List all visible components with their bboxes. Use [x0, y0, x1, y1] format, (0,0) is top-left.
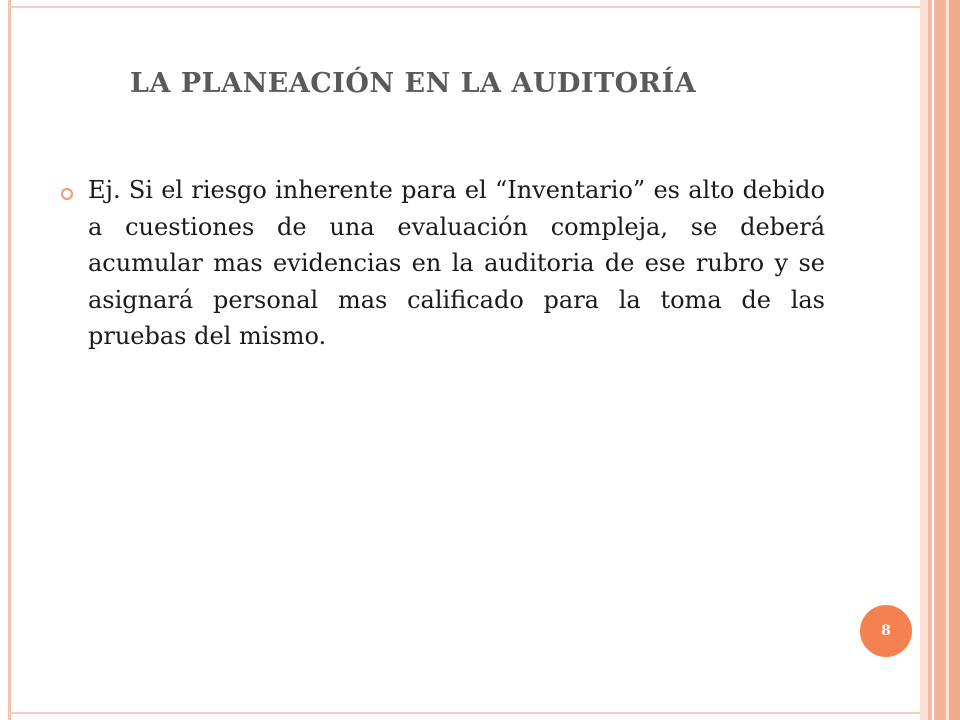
frame-top-line: [8, 6, 920, 8]
decorative-stripe: [949, 0, 960, 720]
slide-frame: [8, 0, 920, 720]
frame-bottom-line: [8, 712, 920, 714]
decorative-stripe: [934, 0, 946, 720]
decorative-stripe: [920, 0, 928, 720]
circle-bullet-icon: [60, 187, 74, 201]
slide-title: LA PLANEACIÓN EN LA AUDITORÍA: [130, 68, 697, 99]
bullet-text: Ej. Si el riesgo inherente para el “Inventario” es alto debido a cuestiones de una evaluación compleja, se deberá acumular mas evidencias en la auditoria de ese rubro y se asignará personal mas calificado para la toma de las pruebas del mismo.: [88, 176, 825, 350]
page-number: 8: [881, 623, 891, 639]
page-number-badge: [860, 605, 912, 657]
